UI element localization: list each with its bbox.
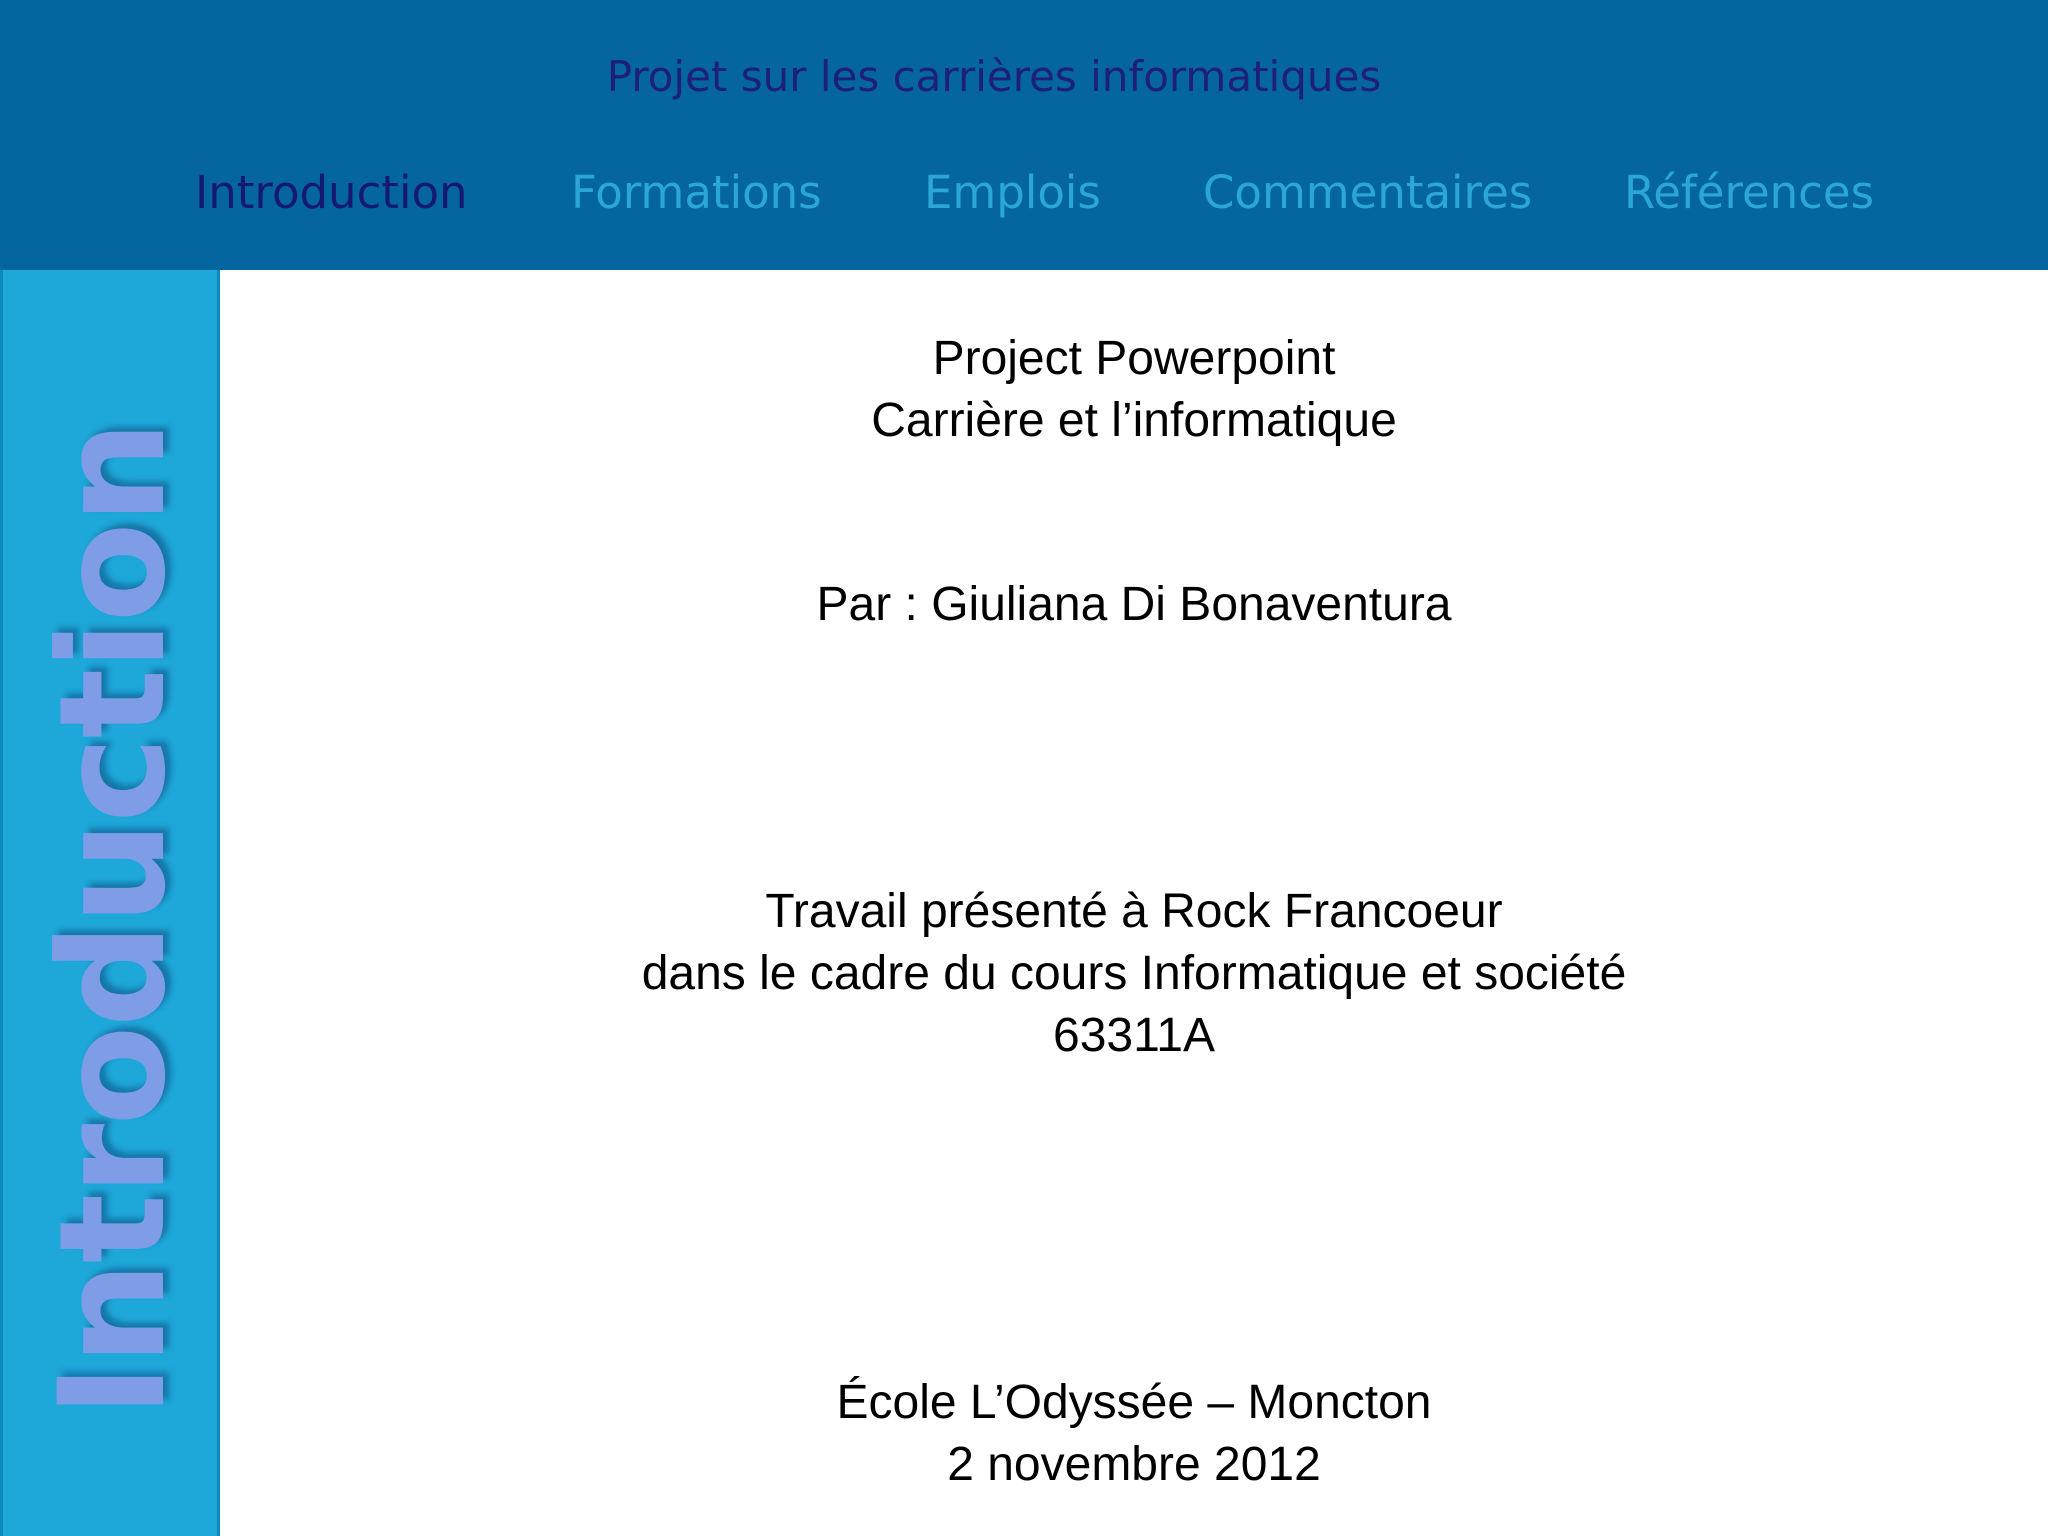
project-subtitle: Carrière et l’informatique: [871, 394, 1397, 447]
presentation-title: Projet sur les carrières informatiques: [606, 52, 1382, 101]
nav-introduction[interactable]: Introduction: [195, 166, 468, 219]
header-bar: [0, 0, 2048, 270]
author-block: [220, 574, 2048, 636]
nav-emplois[interactable]: Emplois: [924, 166, 1101, 219]
author-line: Par : Giuliana Di Bonaventura: [816, 578, 1452, 631]
school-block: [220, 1372, 2048, 1496]
section-title-vertical: Introduction: [28, 422, 198, 1418]
date-line: 2 novembre 2012: [947, 1438, 1321, 1491]
nav-commentaires[interactable]: Commentaires: [1203, 166, 1533, 219]
presented-to-line: Travail présenté à Rock Francoeur: [765, 885, 1503, 938]
course-line: dans le cadre du cours Informatique et société: [641, 947, 1627, 1000]
nav-formations[interactable]: Formations: [571, 166, 822, 219]
nav-references[interactable]: Références: [1624, 166, 1875, 219]
school-line: École L’Odyssée – Moncton: [836, 1376, 1432, 1429]
sidebar: [0, 270, 220, 1536]
project-heading: [220, 328, 2048, 452]
course-code-line: 63311A: [1053, 1009, 1215, 1062]
presentation-info: [220, 881, 2048, 1067]
project-title: Project Powerpoint: [932, 332, 1336, 385]
